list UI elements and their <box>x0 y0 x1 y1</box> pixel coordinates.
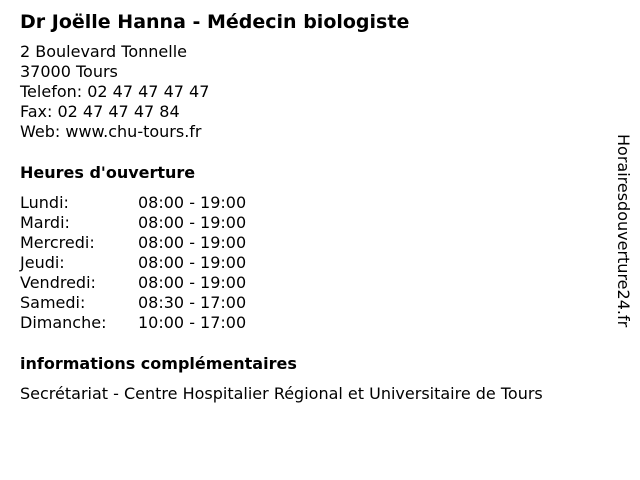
site-watermark: Horairesdouverture24.fr <box>614 134 633 328</box>
address-city: 37000 Tours <box>20 62 118 81</box>
address-block <box>20 42 610 142</box>
hours-day: Mercredi: <box>20 233 95 252</box>
hours-row-saturday <box>20 293 610 313</box>
hours-time: 08:30 - 17:00 <box>138 293 247 312</box>
fax-number: Fax: 02 47 47 47 84 <box>20 102 180 121</box>
doctor-card <box>20 10 610 404</box>
hours-day: Vendredi: <box>20 273 96 292</box>
hours-day: Dimanche: <box>20 313 107 332</box>
phone-number: Telefon: 02 47 47 47 47 <box>20 82 210 101</box>
hours-row-monday <box>20 193 610 213</box>
hours-day: Lundi: <box>20 193 69 212</box>
hours-row-wednesday <box>20 233 610 253</box>
opening-hours-table <box>20 193 610 333</box>
opening-hours-heading: Heures d'ouverture <box>20 163 196 182</box>
hours-day: Samedi: <box>20 293 86 312</box>
hours-time: 08:00 - 19:00 <box>138 193 247 212</box>
page-title: Dr Joëlle Hanna - Médecin biologiste <box>20 11 410 33</box>
address-street: 2 Boulevard Tonnelle <box>20 42 187 61</box>
hours-row-sunday <box>20 313 610 333</box>
hours-time: 10:00 - 17:00 <box>138 313 247 332</box>
hours-row-friday <box>20 273 610 293</box>
hours-day: Jeudi: <box>20 253 65 272</box>
additional-info-text: Secrétariat - Centre Hospitalier Régional et Universitaire de Tours <box>20 384 543 403</box>
additional-info-heading: informations complémentaires <box>20 354 297 373</box>
hours-time: 08:00 - 19:00 <box>138 213 247 232</box>
website-link[interactable]: Web: www.chu-tours.fr <box>20 122 202 141</box>
hours-time: 08:00 - 19:00 <box>138 253 247 272</box>
hours-day: Mardi: <box>20 213 70 232</box>
hours-time: 08:00 - 19:00 <box>138 273 247 292</box>
hours-time: 08:00 - 19:00 <box>138 233 247 252</box>
hours-row-tuesday <box>20 213 610 233</box>
hours-row-thursday <box>20 253 610 273</box>
